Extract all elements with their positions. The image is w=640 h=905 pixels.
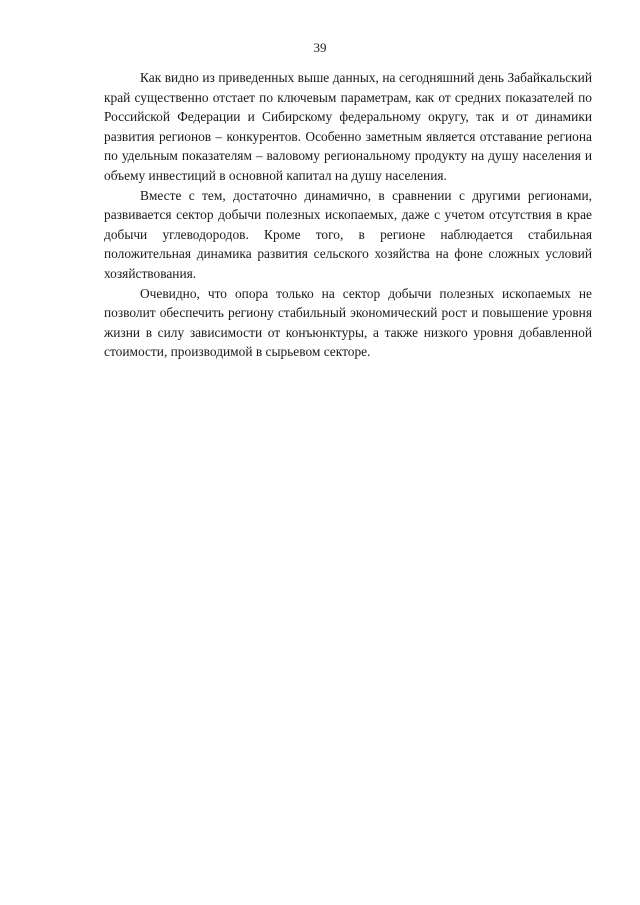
page-number: 39 xyxy=(313,40,327,55)
paragraph-2: Вместе с тем, достаточно динамично, в сравнении с другими регионами, развивается сектор добычи полезных ископаемых, даже с учетом отсутствия в крае добычи углеводородов. Кроме того, в регионе наблюдается стабильная положительная динамика развития сельского хозяйства на фоне сложных условий хозяйствования. xyxy=(104,187,592,281)
paragraph-3: Очевидно, что опора только на сектор добычи полезных ископаемых не позволит обеспечить региону стабильный экономический рост и повышение уровня жизни в силу зависимости от конъюнктуры, а также низкого уровня добавленной стоимости, производимой в сырьевом секторе. xyxy=(104,285,592,360)
document-body xyxy=(104,68,592,362)
paragraph-1: Как видно из приведенных выше данных, на сегодняшний день Забайкальский край существенно отстает по ключевым параметрам, как от средних показателей по Российской Федерации и Сибирскому федеральному округу, так и от динамики развития регионов – конкурентов. Особенно заметным является отставание региона по удельным показателям – валовому региональному продукту на душу населения и объему инвестиций в основной капитал на душу населения. xyxy=(104,70,592,183)
